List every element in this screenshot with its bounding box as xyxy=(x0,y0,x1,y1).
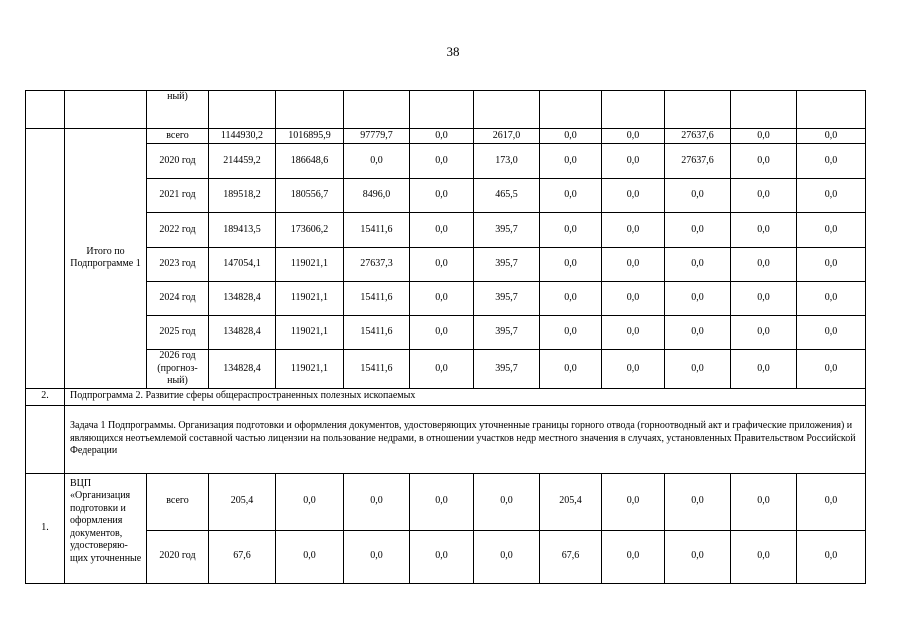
value-cell: 15411,6 xyxy=(344,350,410,389)
program-name: ВЦП «Организация подготовки и оформления документов, удостоверяю-щих уточненные xyxy=(65,473,147,583)
value-cell: 0,0 xyxy=(540,129,602,144)
value-cell: 189518,2 xyxy=(209,179,276,213)
table-row xyxy=(26,179,866,213)
value-cell: 0,0 xyxy=(276,530,344,583)
value-cell: 0,0 xyxy=(731,473,797,530)
value-cell: 189413,5 xyxy=(209,213,276,248)
value-cell: 0,0 xyxy=(797,213,866,248)
value-cell: 119021,1 xyxy=(276,248,344,282)
value-cell: 0,0 xyxy=(602,129,665,144)
value-cell: 0,0 xyxy=(797,530,866,583)
value-cell: 0,0 xyxy=(410,129,474,144)
number-cell xyxy=(26,91,65,129)
value-cell: 15411,6 xyxy=(344,213,410,248)
number-cell xyxy=(26,129,65,389)
value-cell: 205,4 xyxy=(209,473,276,530)
value-cell: 97779,7 xyxy=(344,129,410,144)
value-cell: 173,0 xyxy=(474,144,540,179)
value-cell: 0,0 xyxy=(665,316,731,350)
value-cell: 147054,1 xyxy=(209,248,276,282)
value-cell: 8496,0 xyxy=(344,179,410,213)
value-cell: 0,0 xyxy=(731,213,797,248)
value-cell: 0,0 xyxy=(276,473,344,530)
value-cell: 0,0 xyxy=(410,144,474,179)
table-row xyxy=(26,530,866,583)
name-cell xyxy=(65,91,147,129)
value-cell: 0,0 xyxy=(410,473,474,530)
table-row xyxy=(26,129,866,144)
period-cell: всего xyxy=(147,129,209,144)
value-cell: 395,7 xyxy=(474,282,540,316)
subprogram-title: Подпрограмма 2. Развитие сферы общераспространенных полезных ископаемых xyxy=(65,388,866,405)
value-cell: 0,0 xyxy=(540,248,602,282)
value-cell: 395,7 xyxy=(474,248,540,282)
value-cell: 395,7 xyxy=(474,350,540,389)
value-cell: 0,0 xyxy=(731,129,797,144)
value-cell: 0,0 xyxy=(602,248,665,282)
value-cell: 0,0 xyxy=(731,179,797,213)
subprogram-number: 2. xyxy=(26,388,65,405)
value-cell: 119021,1 xyxy=(276,282,344,316)
continuation-row xyxy=(26,91,866,129)
subprogram-total-label: Итого по Подпрограмме 1 xyxy=(65,129,147,389)
period-cell: 2021 год xyxy=(147,179,209,213)
value-cell: 0,0 xyxy=(731,248,797,282)
value-cell: 67,6 xyxy=(209,530,276,583)
value-cell: 0,0 xyxy=(731,350,797,389)
value-cell: 0,0 xyxy=(540,213,602,248)
value-cell: 1016895,9 xyxy=(276,129,344,144)
value-cell: 180556,7 xyxy=(276,179,344,213)
value-cell: 0,0 xyxy=(410,179,474,213)
period-cell: всего xyxy=(147,473,209,530)
period-cell: ный) xyxy=(147,91,209,129)
value-cell: 186648,6 xyxy=(276,144,344,179)
value-cell: 0,0 xyxy=(602,350,665,389)
value-cell: 395,7 xyxy=(474,316,540,350)
table-row xyxy=(26,282,866,316)
value-cell: 0,0 xyxy=(602,473,665,530)
value-cell: 0,0 xyxy=(410,530,474,583)
value-cell: 0,0 xyxy=(474,473,540,530)
value-cell: 0,0 xyxy=(540,350,602,389)
value-cell: 465,5 xyxy=(474,179,540,213)
value-cell: 27637,6 xyxy=(665,144,731,179)
value-cell: 0,0 xyxy=(602,282,665,316)
value-cell: 0,0 xyxy=(797,144,866,179)
table-row xyxy=(26,144,866,179)
value-cell: 119021,1 xyxy=(276,316,344,350)
period-cell: 2020 год xyxy=(147,530,209,583)
value-cell: 0,0 xyxy=(665,350,731,389)
table-row xyxy=(26,213,866,248)
value-cell: 214459,2 xyxy=(209,144,276,179)
value-cell: 0,0 xyxy=(797,473,866,530)
value-cell: 0,0 xyxy=(410,248,474,282)
table-row xyxy=(26,473,866,530)
value-cell: 0,0 xyxy=(731,530,797,583)
value-cell: 27637,3 xyxy=(344,248,410,282)
value-cell: 27637,6 xyxy=(665,129,731,144)
value-cell: 0,0 xyxy=(540,179,602,213)
value-cell: 0,0 xyxy=(602,530,665,583)
value-cell: 0,0 xyxy=(410,350,474,389)
period-cell: 2024 год xyxy=(147,282,209,316)
value-cell: 0,0 xyxy=(797,129,866,144)
table-row xyxy=(26,248,866,282)
value-cell: 0,0 xyxy=(665,530,731,583)
value-cell: 0,0 xyxy=(410,213,474,248)
period-cell: 2026 год (прогноз-ный) xyxy=(147,350,209,389)
table-row xyxy=(26,316,866,350)
value-cell: 0,0 xyxy=(344,473,410,530)
period-cell: 2020 год xyxy=(147,144,209,179)
task-row xyxy=(26,405,866,473)
value-cell: 15411,6 xyxy=(344,316,410,350)
value-cell: 0,0 xyxy=(410,282,474,316)
value-cell: 0,0 xyxy=(540,282,602,316)
value-cell: 0,0 xyxy=(665,248,731,282)
value-cell: 0,0 xyxy=(540,144,602,179)
value-cell: 0,0 xyxy=(602,213,665,248)
value-cell: 395,7 xyxy=(474,213,540,248)
period-cell: 2022 год xyxy=(147,213,209,248)
value-cell: 134828,4 xyxy=(209,350,276,389)
value-cell: 0,0 xyxy=(474,530,540,583)
table-row xyxy=(26,350,866,389)
value-cell: 0,0 xyxy=(602,316,665,350)
value-cell: 15411,6 xyxy=(344,282,410,316)
value-cell: 0,0 xyxy=(602,144,665,179)
value-cell: 0,0 xyxy=(344,530,410,583)
value-cell: 67,6 xyxy=(540,530,602,583)
value-cell: 0,0 xyxy=(797,316,866,350)
period-cell: 2025 год xyxy=(147,316,209,350)
value-cell: 0,0 xyxy=(797,179,866,213)
value-cell: 134828,4 xyxy=(209,282,276,316)
value-cell: 0,0 xyxy=(540,316,602,350)
value-cell: 205,4 xyxy=(540,473,602,530)
task-description: Задача 1 Подпрограммы. Организация подготовки и оформления документов, удостоверяющих уточненные границы горного отвода (горноотводный акт и графические приложения) и являющихся неотъемлемой составной частью лицензии на пользование недрами, в отношении участков недр местного значения в случаях, установленных Правительством Российской Федерации xyxy=(65,405,866,473)
row-number: 1. xyxy=(26,473,65,583)
value-cell: 0,0 xyxy=(731,316,797,350)
value-cell: 2617,0 xyxy=(474,129,540,144)
value-cell: 0,0 xyxy=(410,316,474,350)
value-cell: 0,0 xyxy=(665,282,731,316)
period-cell: 2023 год xyxy=(147,248,209,282)
value-cell: 0,0 xyxy=(665,179,731,213)
value-cell: 0,0 xyxy=(731,282,797,316)
number-cell xyxy=(26,405,65,473)
subprogram-row xyxy=(26,388,866,405)
budget-table xyxy=(25,90,866,584)
page-number: 38 xyxy=(446,44,460,59)
value-cell: 0,0 xyxy=(344,144,410,179)
value-cell: 1144930,2 xyxy=(209,129,276,144)
value-cell: 0,0 xyxy=(665,473,731,530)
value-cell: 0,0 xyxy=(797,350,866,389)
value-cell: 119021,1 xyxy=(276,350,344,389)
value-cell: 0,0 xyxy=(665,213,731,248)
value-cell: 0,0 xyxy=(731,144,797,179)
value-cell: 0,0 xyxy=(797,248,866,282)
value-cell: 173606,2 xyxy=(276,213,344,248)
value-cell: 0,0 xyxy=(602,179,665,213)
value-cell: 134828,4 xyxy=(209,316,276,350)
value-cell: 0,0 xyxy=(797,282,866,316)
